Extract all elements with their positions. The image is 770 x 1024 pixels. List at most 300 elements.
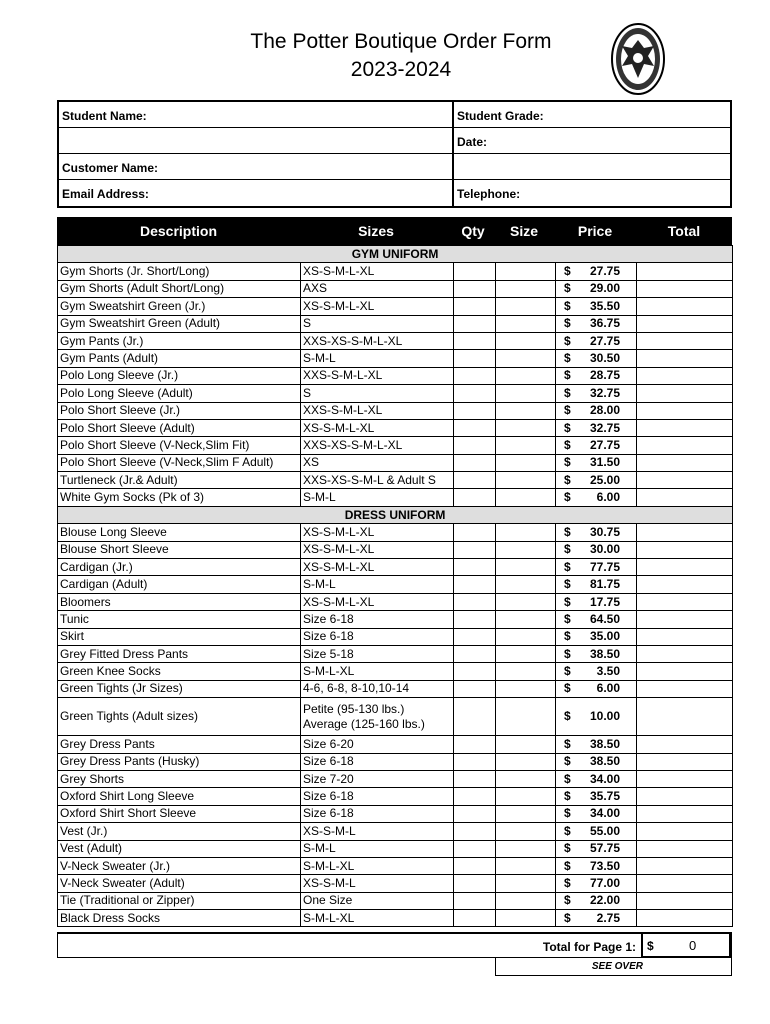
line-total-field[interactable] [637,454,733,471]
item-description: Oxford Shirt Short Sleeve [58,805,301,822]
item-sizes: S-M-L-XL [301,910,454,927]
price-currency: $ [564,542,571,557]
size-field[interactable] [496,892,556,909]
item-description: Polo Short Sleeve (Jr.) [58,402,301,419]
line-total-field[interactable] [637,332,733,349]
price-amount: 64.50 [589,611,620,626]
item-description: Grey Dress Pants [58,736,301,753]
qty-field[interactable] [454,402,496,419]
size-field[interactable] [496,489,556,506]
school-seal-icon [610,22,666,96]
order-table [57,245,733,927]
price-amount: 29.00 [589,281,620,296]
item-description: Gym Shorts (Jr. Short/Long) [58,263,301,280]
price-currency: $ [564,385,571,400]
customer-name-field[interactable]: Customer Name: [59,154,454,179]
qty-field[interactable] [454,576,496,593]
price-amount: 3.50 [596,664,620,679]
table-row [58,350,733,367]
line-total-field[interactable] [637,910,733,927]
line-total-field[interactable] [637,680,733,697]
table-row [58,489,733,506]
line-total-field[interactable] [637,472,733,489]
item-description: V-Neck Sweater (Jr.) [58,857,301,874]
size-field[interactable] [496,472,556,489]
col-total: Total [667,223,701,239]
item-sizes: One Size [301,892,454,909]
price-currency: $ [564,893,571,908]
line-total-field[interactable] [637,611,733,628]
price-amount: 77.00 [589,875,620,890]
item-price [556,385,637,402]
price-currency: $ [564,736,571,751]
col-size: Size [509,223,538,239]
total-value-field[interactable] [641,934,731,958]
item-price [556,419,637,436]
line-total-field[interactable] [637,541,733,558]
section-title: GYM UNIFORM [58,246,733,263]
size-field[interactable] [496,576,556,593]
qty-field[interactable] [454,280,496,297]
item-sizes: XS-S-M-L-XL [301,559,454,576]
qty-field[interactable] [454,910,496,927]
item-price [556,298,637,315]
item-description: Grey Fitted Dress Pants [58,645,301,662]
item-description: Vest (Jr.) [58,823,301,840]
qty-field[interactable] [454,541,496,558]
line-total-field[interactable] [637,350,733,367]
size-field[interactable] [496,402,556,419]
qty-field[interactable] [454,611,496,628]
size-field[interactable] [496,611,556,628]
item-sizes: XXS-S-M-L-XL [301,367,454,384]
item-price [556,805,637,822]
qty-field[interactable] [454,298,496,315]
qty-field[interactable] [454,263,496,280]
line-total-field[interactable] [637,770,733,787]
item-description: Polo Short Sleeve (V-Neck,Slim F Adult) [58,454,301,471]
line-total-field[interactable] [637,788,733,805]
price-amount: 73.50 [589,858,620,873]
size-field[interactable] [496,857,556,874]
item-price [556,698,637,736]
item-sizes: XS-S-M-L-XL [301,541,454,558]
size-field[interactable] [496,315,556,332]
qty-field[interactable] [454,315,496,332]
item-sizes: Size 6-18 [301,788,454,805]
size-field[interactable] [496,454,556,471]
qty-field[interactable] [454,698,496,736]
qty-field[interactable] [454,645,496,662]
table-row [58,663,733,680]
price-currency: $ [564,910,571,925]
line-total-field[interactable] [637,385,733,402]
price-amount: 10.00 [589,709,620,724]
line-total-field[interactable] [637,892,733,909]
item-description: Turtleneck (Jr.& Adult) [58,472,301,489]
table-row [58,367,733,384]
item-description: Tie (Traditional or Zipper) [58,892,301,909]
table-row [58,805,733,822]
item-sizes: Size 7-20 [301,770,454,787]
price-currency: $ [564,351,571,366]
table-row [58,892,733,909]
price-currency: $ [564,611,571,626]
price-currency: $ [564,298,571,313]
date-field[interactable]: Date: [457,135,488,149]
qty-field[interactable] [454,840,496,857]
price-amount: 57.75 [589,841,620,856]
item-description: Gym Sweatshirt Green (Adult) [58,315,301,332]
table-row [58,788,733,805]
price-amount: 32.75 [589,420,620,435]
size-field[interactable] [496,280,556,297]
price-amount: 27.75 [589,333,620,348]
table-row [58,315,733,332]
size-field[interactable] [496,910,556,927]
line-total-field[interactable] [637,753,733,770]
item-sizes: XS-S-M-L-XL [301,298,454,315]
line-total-field[interactable] [637,593,733,610]
line-total-field[interactable] [637,298,733,315]
size-field[interactable] [496,875,556,892]
line-total-field[interactable] [637,823,733,840]
line-total-field[interactable] [637,559,733,576]
price-currency: $ [564,754,571,769]
size-field[interactable] [496,698,556,736]
line-total-field[interactable] [637,367,733,384]
student-name-field[interactable]: Student Name: [59,102,454,127]
qty-field[interactable] [454,663,496,680]
item-description: Gym Pants (Jr.) [58,332,301,349]
table-row [58,910,733,927]
item-description: Vest (Adult) [58,840,301,857]
item-description: Grey Shorts [58,770,301,787]
line-total-field[interactable] [637,698,733,736]
item-price [556,593,637,610]
price-amount: 2.75 [596,910,620,925]
price-currency: $ [564,472,571,487]
table-row [58,263,733,280]
line-total-field[interactable] [637,576,733,593]
line-total-field[interactable] [637,437,733,454]
price-amount: 36.75 [589,316,620,331]
price-amount: 34.00 [589,806,620,821]
item-price [556,524,637,541]
item-sizes: XS [301,454,454,471]
price-currency: $ [564,577,571,592]
line-total-field[interactable] [637,736,733,753]
item-description: V-Neck Sweater (Adult) [58,875,301,892]
item-sizes: S-M-L [301,840,454,857]
size-field[interactable] [496,559,556,576]
table-header [57,217,732,245]
price-currency: $ [564,333,571,348]
size-field[interactable] [496,367,556,384]
table-row [58,753,733,770]
line-total-field[interactable] [637,663,733,680]
student-grade-field[interactable]: Student Grade: [457,109,544,123]
item-price [556,332,637,349]
item-sizes [301,698,454,736]
item-price [556,315,637,332]
table-row [58,736,733,753]
price-currency: $ [564,771,571,786]
line-total-field[interactable] [637,875,733,892]
qty-field[interactable] [454,367,496,384]
size-field[interactable] [496,593,556,610]
price-currency: $ [564,264,571,279]
table-row [58,770,733,787]
qty-field[interactable] [454,437,496,454]
table-row [58,823,733,840]
qty-field[interactable] [454,857,496,874]
line-total-field[interactable] [637,524,733,541]
price-amount: 35.75 [589,789,620,804]
item-sizes: 4-6, 6-8, 8-10,10-14 [301,680,454,697]
size-field[interactable] [496,541,556,558]
qty-field[interactable] [454,736,496,753]
item-description: Oxford Shirt Long Sleeve [58,788,301,805]
qty-field[interactable] [454,875,496,892]
size-field[interactable] [496,663,556,680]
item-sizes: Size 5-18 [301,645,454,662]
item-description: Gym Shorts (Adult Short/Long) [58,280,301,297]
size-field[interactable] [496,524,556,541]
line-total-field[interactable] [637,840,733,857]
item-price [556,788,637,805]
form-title-line2: 2023-2024 [350,58,452,81]
line-total-field[interactable] [637,263,733,280]
price-currency: $ [564,420,571,435]
item-price [556,840,637,857]
page-total-box [57,932,732,958]
size-field[interactable] [496,350,556,367]
size-field[interactable] [496,263,556,280]
line-total-field[interactable] [637,857,733,874]
item-sizes: Size 6-20 [301,736,454,753]
item-description: Green Tights (Adult sizes) [58,698,301,736]
price-currency: $ [564,664,571,679]
total-currency: $ [647,939,654,953]
price-currency: $ [564,681,571,696]
price-amount: 35.00 [589,629,620,644]
item-description: Polo Long Sleeve (Adult) [58,385,301,402]
item-sizes: AXS [301,280,454,297]
price-amount: 77.75 [589,559,620,574]
item-sizes: Size 6-18 [301,628,454,645]
item-price [556,367,637,384]
qty-field[interactable] [454,350,496,367]
item-price [556,559,637,576]
total-label: Total for Page 1: [542,940,636,954]
line-total-field[interactable] [637,645,733,662]
qty-field[interactable] [454,788,496,805]
telephone-field[interactable]: Telephone: [457,187,521,201]
size-field[interactable] [496,770,556,787]
item-sizes: XS-S-M-L-XL [301,263,454,280]
price-currency: $ [564,368,571,383]
col-price: Price [577,223,613,239]
line-total-field[interactable] [637,419,733,436]
table-row [58,454,733,471]
item-sizes: XXS-XS-S-M-L-XL [301,437,454,454]
item-sizes: Size 6-18 [301,805,454,822]
price-currency: $ [564,709,571,724]
qty-field[interactable] [454,770,496,787]
price-amount: 28.00 [589,403,620,418]
size-field[interactable] [496,753,556,770]
price-currency: $ [564,281,571,296]
size-field[interactable] [496,680,556,697]
price-currency: $ [564,875,571,890]
item-description: Green Tights (Jr Sizes) [58,680,301,697]
table-row [58,332,733,349]
price-amount: 32.75 [589,385,620,400]
qty-field[interactable] [454,823,496,840]
qty-field[interactable] [454,559,496,576]
table-row [58,402,733,419]
item-sizes: S-M-L-XL [301,663,454,680]
email-field[interactable]: Email Address: [59,180,454,206]
item-price [556,437,637,454]
price-amount: 6.00 [596,490,620,505]
line-total-field[interactable] [637,489,733,506]
item-sizes: XXS-XS-S-M-L & Adult S [301,472,454,489]
line-total-field[interactable] [637,805,733,822]
qty-field[interactable] [454,628,496,645]
col-description: Description [139,223,217,239]
size-field[interactable] [496,298,556,315]
qty-field[interactable] [454,454,496,471]
item-price [556,736,637,753]
item-description: Skirt [58,628,301,645]
item-price [556,280,637,297]
item-description: Polo Short Sleeve (V-Neck,Slim Fit) [58,437,301,454]
price-currency: $ [564,629,571,644]
price-currency: $ [564,594,571,609]
item-price [556,680,637,697]
qty-field[interactable] [454,593,496,610]
section-header-row [58,506,733,523]
item-sizes: S-M-L [301,576,454,593]
item-price [556,576,637,593]
item-description: Tunic [58,611,301,628]
size-field[interactable] [496,385,556,402]
qty-field[interactable] [454,489,496,506]
price-amount: 30.50 [589,351,620,366]
size-field[interactable] [496,736,556,753]
price-amount: 27.75 [589,437,620,452]
item-price [556,875,637,892]
size-field[interactable] [496,823,556,840]
total-value: 0 [689,938,697,953]
item-description: Polo Long Sleeve (Jr.) [58,367,301,384]
table-row [58,419,733,436]
qty-field[interactable] [454,892,496,909]
table-row [58,840,733,857]
line-total-field[interactable] [637,402,733,419]
price-amount: 30.75 [589,524,620,539]
item-price [556,472,637,489]
item-description: White Gym Socks (Pk of 3) [58,489,301,506]
price-amount: 35.50 [589,298,620,313]
qty-field[interactable] [454,385,496,402]
qty-field[interactable] [454,753,496,770]
line-total-field[interactable] [637,315,733,332]
line-total-field[interactable] [637,280,733,297]
table-row [58,628,733,645]
student-name-blank[interactable] [59,128,454,153]
table-row [58,559,733,576]
size-field[interactable] [496,840,556,857]
table-row [58,541,733,558]
item-description: Bloomers [58,593,301,610]
qty-field[interactable] [454,680,496,697]
price-currency: $ [564,646,571,661]
qty-field[interactable] [454,805,496,822]
qty-field[interactable] [454,524,496,541]
item-price [556,454,637,471]
item-price [556,892,637,909]
price-currency: $ [564,316,571,331]
item-sizes: S-M-L-XL [301,857,454,874]
price-amount: 25.00 [589,472,620,487]
price-amount: 30.00 [589,542,620,557]
item-price [556,663,637,680]
size-field[interactable] [496,628,556,645]
item-price [556,823,637,840]
price-currency: $ [564,806,571,821]
table-row [58,437,733,454]
table-row [58,298,733,315]
item-price [556,541,637,558]
item-price [556,857,637,874]
qty-field[interactable] [454,332,496,349]
item-sizes: XXS-S-M-L-XL [301,402,454,419]
qty-field[interactable] [454,472,496,489]
size-field[interactable] [496,332,556,349]
price-amount: 38.50 [589,754,620,769]
price-amount: 28.75 [589,368,620,383]
item-sizes: S [301,385,454,402]
price-currency: $ [564,437,571,452]
item-price [556,611,637,628]
table-row [58,472,733,489]
item-price [556,628,637,645]
size-field[interactable] [496,437,556,454]
price-amount: 6.00 [596,681,620,696]
item-sizes-line1: Petite (95-130 lbs.) [303,701,405,716]
item-sizes: XS-S-M-L-XL [301,593,454,610]
item-price [556,645,637,662]
item-sizes: XS-S-M-L [301,875,454,892]
qty-field[interactable] [454,419,496,436]
price-currency: $ [564,524,571,539]
size-field[interactable] [496,645,556,662]
item-description: Cardigan (Jr.) [58,559,301,576]
table-row [58,280,733,297]
line-total-field[interactable] [637,628,733,645]
item-sizes: S-M-L [301,489,454,506]
size-field[interactable] [496,788,556,805]
item-sizes: XS-S-M-L-XL [301,419,454,436]
size-field[interactable] [496,805,556,822]
size-field[interactable] [496,419,556,436]
item-sizes: S [301,315,454,332]
table-row [58,857,733,874]
customer-name-blank[interactable] [454,154,730,179]
